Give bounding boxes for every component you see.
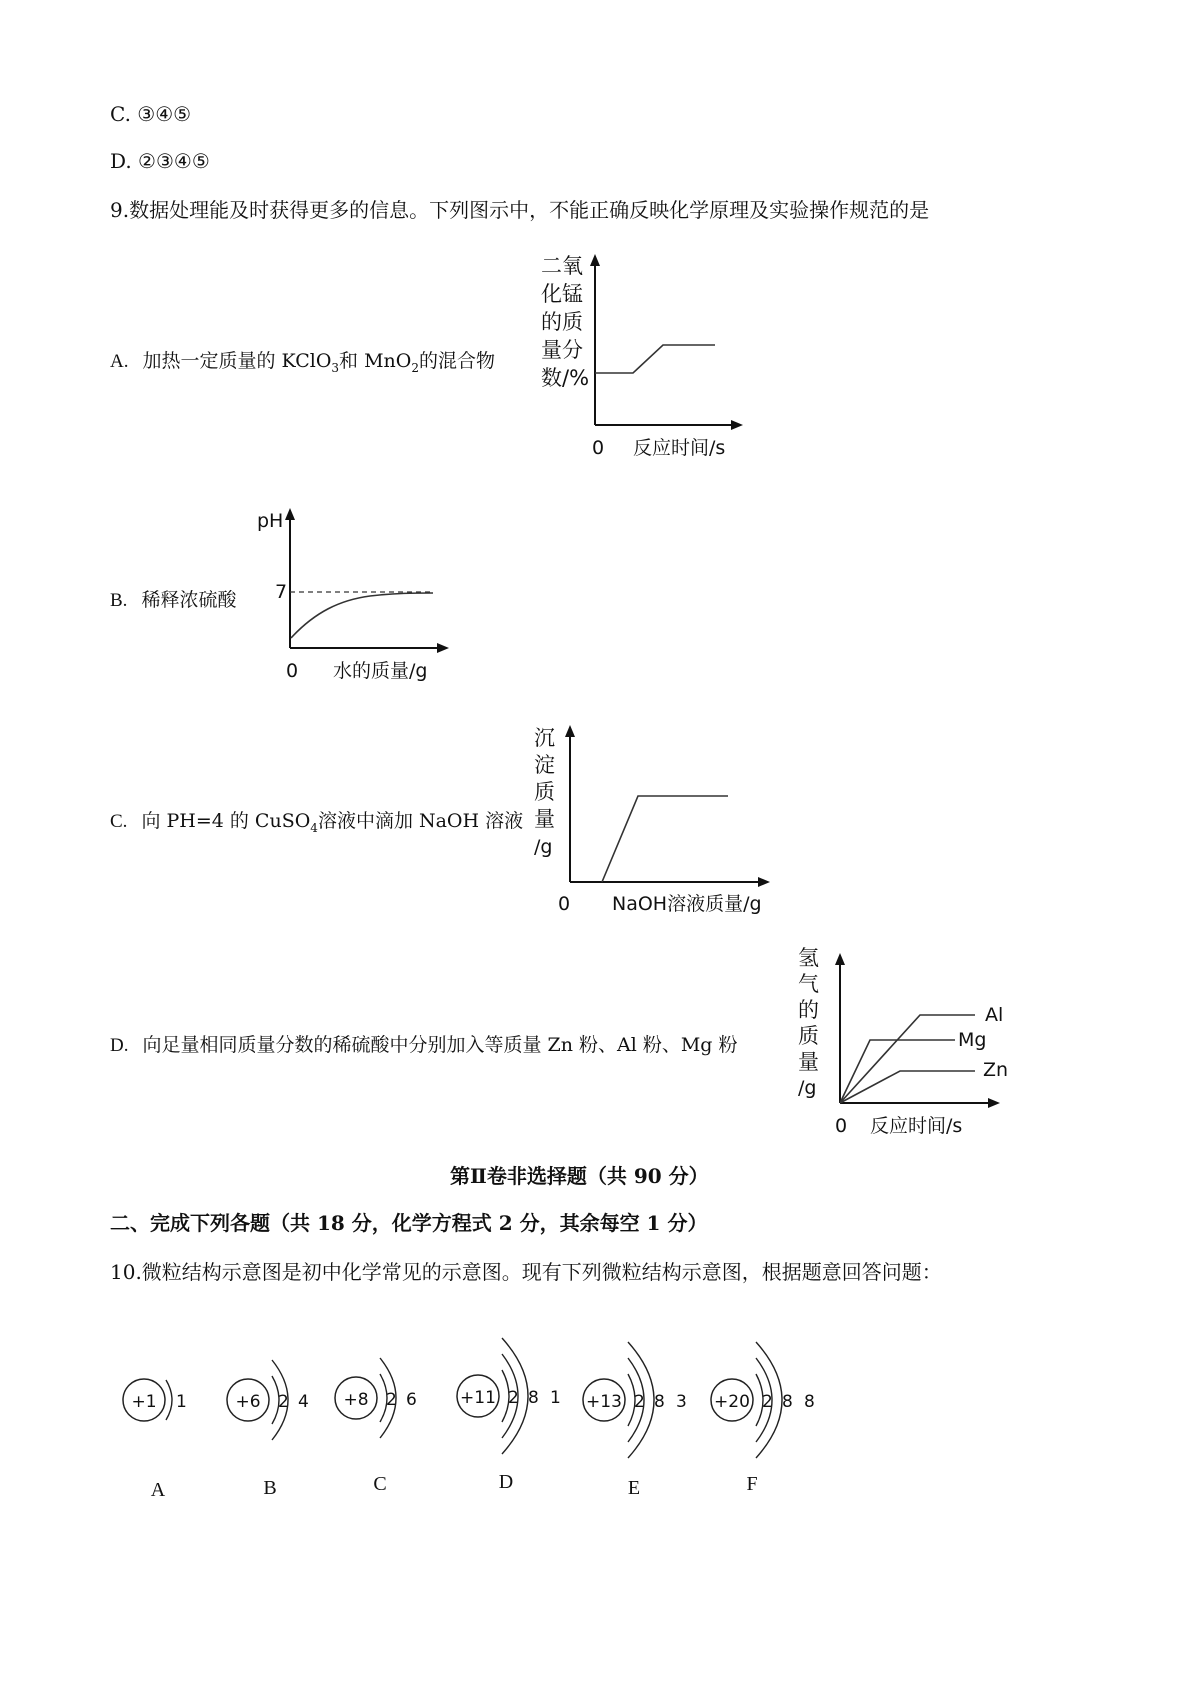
option-c-text-pre: 向 PH=4 的 CuSO bbox=[141, 810, 311, 832]
electron-count: 8 bbox=[804, 1392, 815, 1412]
graph-a-ylabel-line: 二氧 bbox=[541, 254, 583, 278]
graph-a-y-arrow bbox=[590, 254, 600, 266]
graph-a-ylabel-line: 量分 bbox=[541, 338, 583, 362]
atom-c bbox=[335, 1358, 417, 1495]
atom-f bbox=[711, 1342, 815, 1495]
electron-count: 8 bbox=[528, 1388, 539, 1408]
graph-d-legend-al: Al bbox=[985, 1004, 1004, 1026]
graph-a-ylabel-line: 数/% bbox=[541, 366, 590, 390]
option-letter: C. bbox=[110, 811, 128, 832]
graph-a-curve bbox=[595, 345, 715, 373]
option-a-text-pre: 加热一定质量的 KClO bbox=[142, 350, 332, 372]
graph-d-origin: 0 bbox=[835, 1115, 848, 1137]
subscript: 2 bbox=[411, 360, 419, 375]
option-c bbox=[110, 812, 523, 834]
graph-d-ylabel-line: 的 bbox=[798, 998, 819, 1022]
atom-diagrams bbox=[110, 1318, 830, 1528]
section-title: 第Ⅱ卷非选择题（共 90 分） bbox=[450, 1164, 709, 1188]
graph-a bbox=[535, 250, 765, 470]
option-b bbox=[110, 591, 236, 610]
electron-count: 1 bbox=[176, 1392, 187, 1412]
graph-c-ylabel-line: 淀 bbox=[534, 753, 555, 777]
electron-count: 3 bbox=[676, 1392, 687, 1412]
electron-count: 2 bbox=[634, 1392, 645, 1412]
atom-label: E bbox=[627, 1477, 641, 1499]
nucleus-charge: +13 bbox=[586, 1392, 622, 1412]
atom-e bbox=[583, 1342, 687, 1499]
graph-d-legend-zn: Zn bbox=[983, 1059, 1009, 1081]
electron-count: 8 bbox=[782, 1392, 793, 1412]
option-letter: B. bbox=[110, 590, 128, 611]
graph-d-series-zn bbox=[840, 1071, 975, 1103]
option-d-text: 向足量相同质量分数的稀硫酸中分别加入等质量 Zn 粉、Al 粉、Mg 粉 bbox=[142, 1034, 738, 1056]
graph-c-ylabel-line: /g bbox=[534, 836, 553, 858]
electron-count: 2 bbox=[278, 1392, 289, 1412]
graph-a-origin: 0 bbox=[592, 437, 605, 459]
atom-label: C bbox=[373, 1473, 387, 1495]
nucleus-charge: +20 bbox=[714, 1392, 750, 1412]
atom-label: A bbox=[150, 1479, 166, 1501]
atom-d bbox=[457, 1338, 561, 1493]
option-c-text-post: 溶液中滴加 NaOH 溶液 bbox=[317, 810, 524, 832]
option-d bbox=[110, 1036, 738, 1055]
graph-c-origin: 0 bbox=[558, 893, 571, 915]
graph-d-legend-mg: Mg bbox=[958, 1029, 987, 1051]
graph-a-x-arrow bbox=[731, 420, 743, 430]
graph-b-origin: 0 bbox=[286, 660, 299, 682]
graph-c bbox=[530, 720, 790, 920]
option-a bbox=[110, 352, 495, 374]
graph-d bbox=[795, 943, 1055, 1143]
graph-b-xlabel: 水的质量/g bbox=[333, 660, 428, 682]
answer-option-d: D. ②③④⑤ bbox=[110, 149, 210, 173]
electron-count: 2 bbox=[386, 1390, 397, 1410]
graph-d-ylabel-line: 量 bbox=[798, 1050, 819, 1074]
electron-count: 2 bbox=[508, 1388, 519, 1408]
atom-label: D bbox=[498, 1471, 514, 1493]
graph-c-x-arrow bbox=[758, 877, 770, 887]
graph-b-curve bbox=[291, 593, 433, 638]
graph-c-ylabel-line: 沉 bbox=[534, 726, 555, 750]
graph-b-y-arrow bbox=[285, 508, 295, 520]
graph-d-x-arrow bbox=[988, 1098, 1000, 1108]
electron-count: 8 bbox=[654, 1392, 665, 1412]
graph-b-tick-7: 7 bbox=[275, 581, 288, 603]
electron-count: 1 bbox=[550, 1388, 561, 1408]
graph-c-curve bbox=[602, 796, 728, 882]
nucleus-charge: +11 bbox=[460, 1388, 496, 1408]
nucleus-charge: +8 bbox=[343, 1390, 369, 1410]
electron-count: 2 bbox=[762, 1392, 773, 1412]
electron-count: 6 bbox=[406, 1390, 417, 1410]
graph-a-xlabel: 反应时间/s bbox=[633, 437, 726, 459]
graph-a-ylabel-line: 化锰 bbox=[541, 282, 583, 306]
graph-d-ylabel-line: 氢 bbox=[798, 946, 819, 970]
nucleus-charge: +1 bbox=[131, 1392, 157, 1412]
answer-option-c: C. ③④⑤ bbox=[110, 102, 192, 126]
graph-d-y-arrow bbox=[835, 953, 845, 965]
question-10-stem: 10.微粒结构示意图是初中化学常见的示意图。现有下列微粒结构示意图，根据题意回答问题： bbox=[110, 1260, 942, 1284]
graph-c-ylabel-line: 质 bbox=[534, 780, 555, 804]
graph-d-ylabel-line: 气 bbox=[798, 972, 819, 996]
graph-d-ylabel-line: 质 bbox=[798, 1024, 819, 1048]
graph-c-y-arrow bbox=[565, 725, 575, 737]
section-heading: 二、完成下列各题（共 18 分，化学方程式 2 分，其余每空 1 分） bbox=[110, 1211, 708, 1235]
nucleus-charge: +6 bbox=[235, 1392, 261, 1412]
graph-a-ylabel-line: 的质 bbox=[541, 310, 583, 334]
graph-b-x-arrow bbox=[437, 643, 449, 653]
electron-count: 4 bbox=[298, 1392, 309, 1412]
graph-b-ylabel: pH bbox=[257, 510, 284, 532]
question-9-stem: 9.数据处理能及时获得更多的信息。下列图示中，不能正确反映化学原理及实验操作规范的是 bbox=[110, 198, 930, 222]
graph-c-ylabel-line: 量 bbox=[534, 807, 555, 831]
option-a-text-mid: 和 MnO bbox=[339, 350, 412, 372]
subscript: 4 bbox=[310, 820, 318, 835]
atom-b bbox=[227, 1360, 309, 1499]
option-letter: D. bbox=[110, 1035, 129, 1056]
graph-c-xlabel: NaOH溶液质量/g bbox=[612, 893, 762, 915]
graph-d-ylabel-line: /g bbox=[798, 1077, 817, 1099]
atom-a bbox=[123, 1379, 187, 1501]
subscript: 3 bbox=[331, 360, 340, 375]
graph-b bbox=[255, 500, 465, 690]
graph-d-xlabel: 反应时间/s bbox=[870, 1115, 963, 1137]
atom-label: B bbox=[263, 1477, 277, 1499]
option-letter: A. bbox=[110, 351, 129, 372]
atom-label: F bbox=[746, 1473, 758, 1495]
option-a-text-post: 的混合物 bbox=[419, 350, 496, 372]
option-b-text: 稀释浓硫酸 bbox=[141, 589, 237, 611]
